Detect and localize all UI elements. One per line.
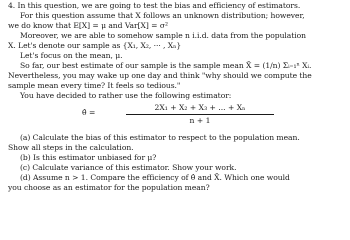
problem-line-2: For this question assume that X follows an unknown distribution; however, [20, 11, 305, 20]
problem-line-3: we do know that E[X] = μ and Var[X] = σ² [8, 21, 168, 30]
problem-line-8: Nevertheless, you may wake up one day and think "why should we compute the [8, 71, 312, 80]
part-d-line-1: (d) Assume n > 1. Compare the efficiency of θ̂ and X̄. Which one would [20, 173, 290, 182]
problem-line-9: sample mean every time? It feels so tedious." [8, 81, 181, 90]
part-d-line-2: you choose as an estimator for the population mean? [8, 183, 210, 192]
estimator-lhs [82, 108, 95, 117]
estimator-theta-hat: θ̂ = [82, 108, 96, 117]
part-b: (b) Is this estimator unbiased for μ? [20, 153, 157, 162]
problem-line-7: So far, our best estimate of our sample is the sample mean X̄ = (1/n) Σᵢ₌₁ⁿ Xᵢ. [20, 61, 312, 70]
problem-line-1: 4. In this question, we are going to test the bias and efficiency of estimators. [8, 1, 301, 10]
estimator-fraction-bar [126, 114, 274, 115]
part-a-line-1: (a) Calculate the bias of this estimator to respect to the population mean. [20, 133, 300, 142]
problem-line-5: X. Let's denote our sample as {X₁, X₂, ··· , Xₙ} [8, 41, 182, 50]
part-c: (c) Calculate variance of this estimator. Show your work. [20, 163, 237, 172]
part-a-line-2: Show all steps in the calculation. [8, 143, 134, 152]
estimator-denominator: n + 1 [189, 116, 211, 125]
estimator-numerator: 2X₁ + X₂ + X₃ + ... + Xₙ [154, 103, 246, 112]
problem-line-10: You have decided to rather use the following estimator: [20, 91, 232, 100]
problem-line-4: Moreover, we are able to somehow sample n i.i.d. data from the population [20, 31, 307, 40]
problem-line-6: Let's focus on the mean, μ. [20, 51, 123, 60]
